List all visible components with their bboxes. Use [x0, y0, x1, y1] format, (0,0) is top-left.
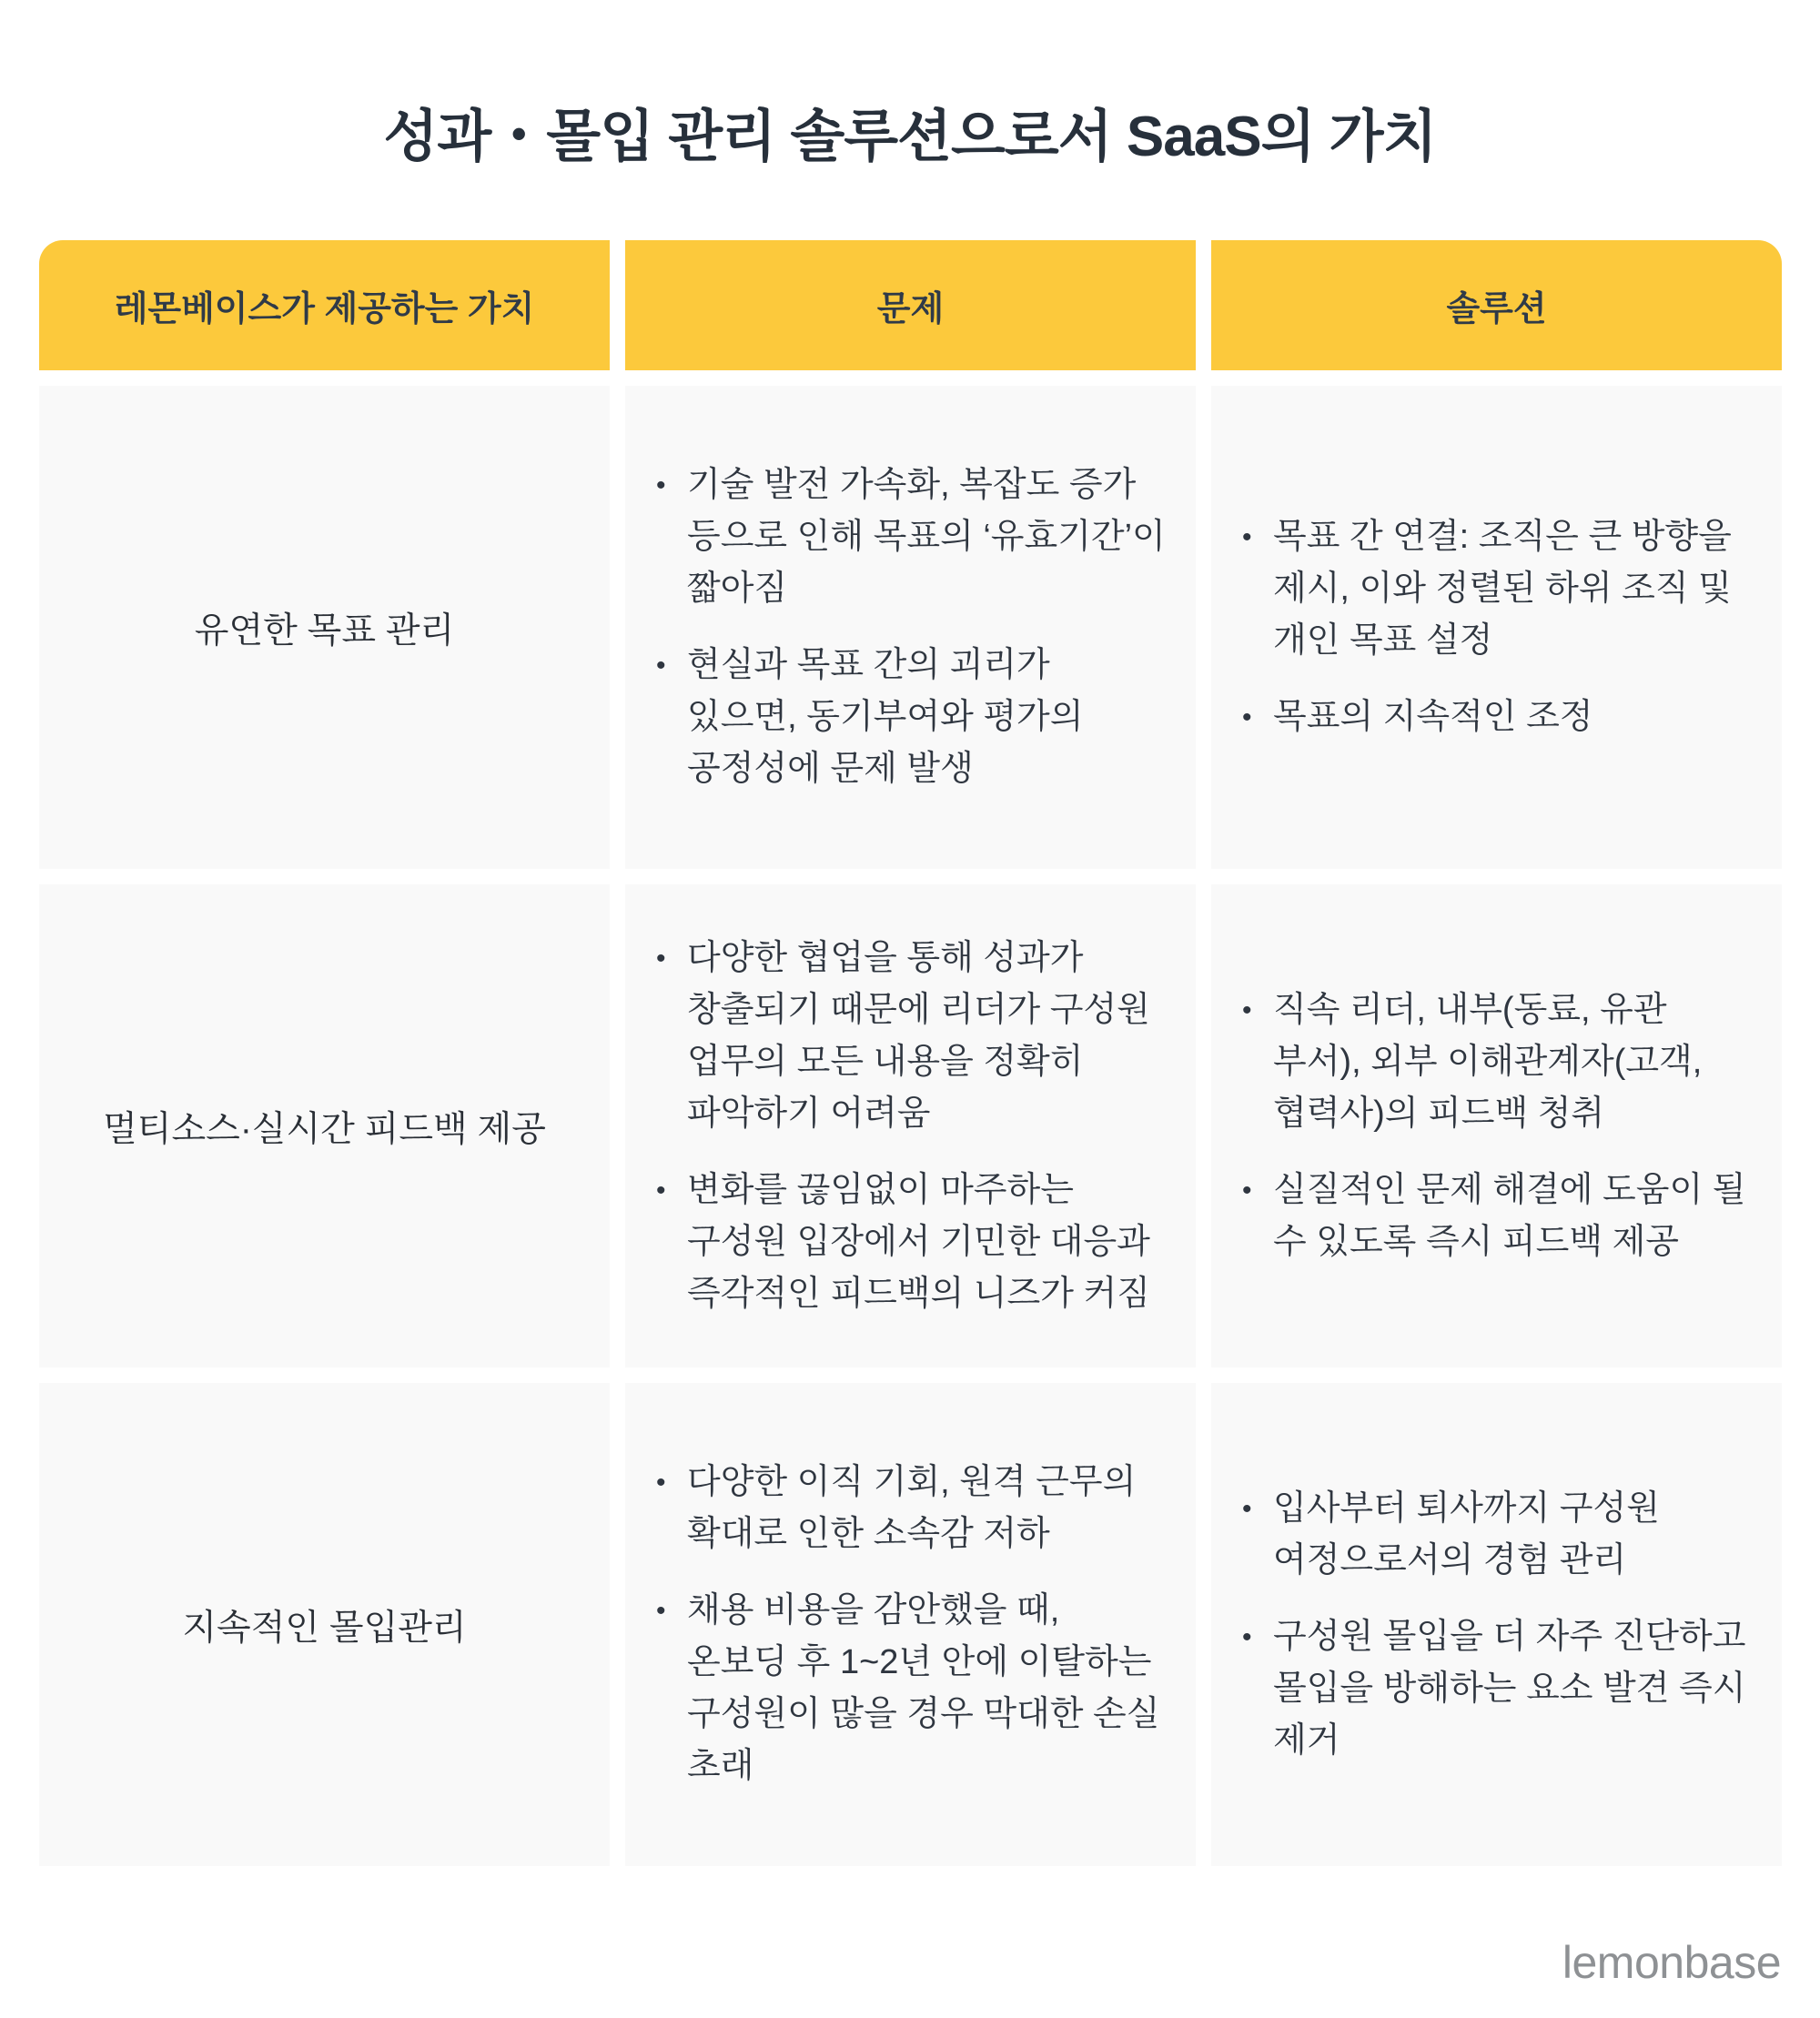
solution-item: • 목표의 지속적인 조정	[1273, 691, 1754, 743]
lemonbase-logo: lemonbase	[1562, 1937, 1781, 1988]
problem-item: • 채용 비용을 감안했을 때, 온보딩 후 1~2년 안에 이탈하는 구성원이 많을 경우 막대한 손실 초래	[687, 1585, 1168, 1792]
solution-cell	[1211, 884, 1782, 1367]
value-cell: 지속적인 몰입관리	[39, 1383, 610, 1866]
value-cell: 유연한 목표 관리	[39, 386, 610, 869]
header-solution: 솔루션	[1211, 240, 1782, 370]
problem-item: • 기술 발전 가속화, 복잡도 증가 등으로 인해 목표의 ‘유효기간’이 짧아짐	[687, 459, 1168, 615]
header-problem: 문제	[625, 240, 1196, 370]
solution-item: • 실질적인 문제 해결에 도움이 될 수 있도록 즉시 피드백 제공	[1273, 1165, 1754, 1268]
problem-item: • 다양한 이직 기회, 원격 근무의 확대로 인한 소속감 저하	[687, 1457, 1168, 1560]
solution-item: • 직속 리더, 내부(동료, 유관 부서), 외부 이해관계자(고객, 협력사)의 피드백 청취	[1273, 984, 1754, 1140]
problem-cell	[625, 884, 1196, 1367]
value-table	[39, 240, 1781, 1866]
problem-item: • 변화를 끊임없이 마주하는 구성원 입장에서 기민한 대응과 즉각적인 피드백의 니즈가 커짐	[687, 1165, 1168, 1320]
solution-cell	[1211, 1383, 1782, 1866]
problem-item: • 다양한 협업을 통해 성과가 창출되기 때문에 리더가 구성원 업무의 모든 내용을 정확히 파악하기 어려움	[687, 933, 1168, 1140]
header-value: 레몬베이스가 제공하는 가치	[39, 240, 610, 370]
value-cell: 멀티소스·실시간 피드백 제공	[39, 884, 610, 1367]
page-title: 성과・몰입 관리 솔루션으로서 SaaS의 가치	[383, 106, 1437, 168]
problem-cell	[625, 1383, 1196, 1866]
solution-cell	[1211, 386, 1782, 869]
solution-item: • 목표 간 연결: 조직은 큰 방향을 제시, 이와 정렬된 하위 조직 및 개인 목표 설정	[1273, 511, 1754, 667]
solution-item: • 입사부터 퇴사까지 구성원 여정으로서의 경험 관리	[1273, 1483, 1754, 1587]
problem-item: • 현실과 목표 간의 괴리가 있으면, 동기부여와 평가의 공정성에 문제 발생	[687, 640, 1168, 795]
solution-item: • 구성원 몰입을 더 자주 진단하고 몰입을 방해하는 요소 발견 즉시 제거	[1273, 1611, 1754, 1767]
problem-cell	[625, 386, 1196, 869]
